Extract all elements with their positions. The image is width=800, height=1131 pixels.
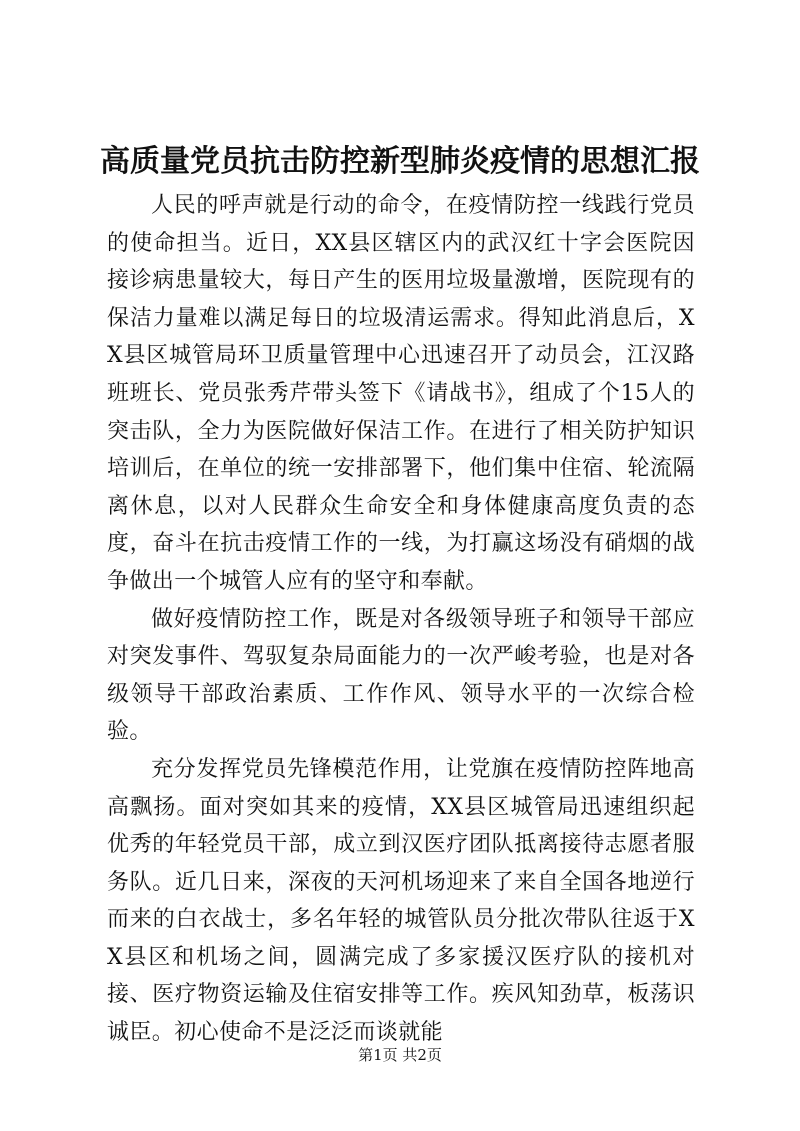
- document-title: 高质量党员抗击防控新型肺炎疫情的思想汇报: [100, 144, 700, 179]
- paragraph: 做好疫情防控工作，既是对各级领导班子和领导干部应对突发事件、驾驭复杂局面能力的一次严峻考验，也是对各级领导干部政治素质、工作作风、领导水平的一次综合检验。: [107, 606, 695, 745]
- page-footer: 第1页 共2页: [358, 1046, 442, 1064]
- document-body: [107, 187, 695, 1052]
- paragraph: 人民的呼声就是行动的命令，在疫情防控一线践行党员的使命担当。近日，XX县区辖区内的武汉红十字会医院因接诊病患量较大，每日产生的医用垃圾量激增，医院现有的保洁力量难以满足每日的垃圾清运需求。得知此消息后，XX县区城管局环卫质量管理中心迅速召开了动员会，江汉路班班长、党员张秀芹带头签下《请战书》，组成了个15人的突击队，全力为医院做好保洁工作。在进行了相关防护知识培训后，在单位的统一安排部署下，他们集中住宿、轮流隔离休息，以对人民群众生命安全和身体健康高度负责的态度，奋斗在抗击疫情工作的一线，为打赢这场没有硝烟的战争做出一个城管人应有的坚守和奉献。: [107, 193, 695, 594]
- paragraph: 充分发挥党员先锋模范作用，让党旗在疫情防控阵地高高飘扬。面对突如其来的疫情，XX县区城管局迅速组织起优秀的年轻党员干部，成立到汉医疗团队抵离接待志愿者服务队。近几日来，深夜的天河机场迎来了来自全国各地逆行而来的白衣战士，多名年轻的城管队员分批次带队往返于XX县区和机场之间，圆满完成了多家援汉医疗队的接机对接、医疗物资运输及住宿安排等工作。疾风知劲草，板荡识诚臣。初心使命不是泛泛而谈就能: [107, 756, 695, 1046]
